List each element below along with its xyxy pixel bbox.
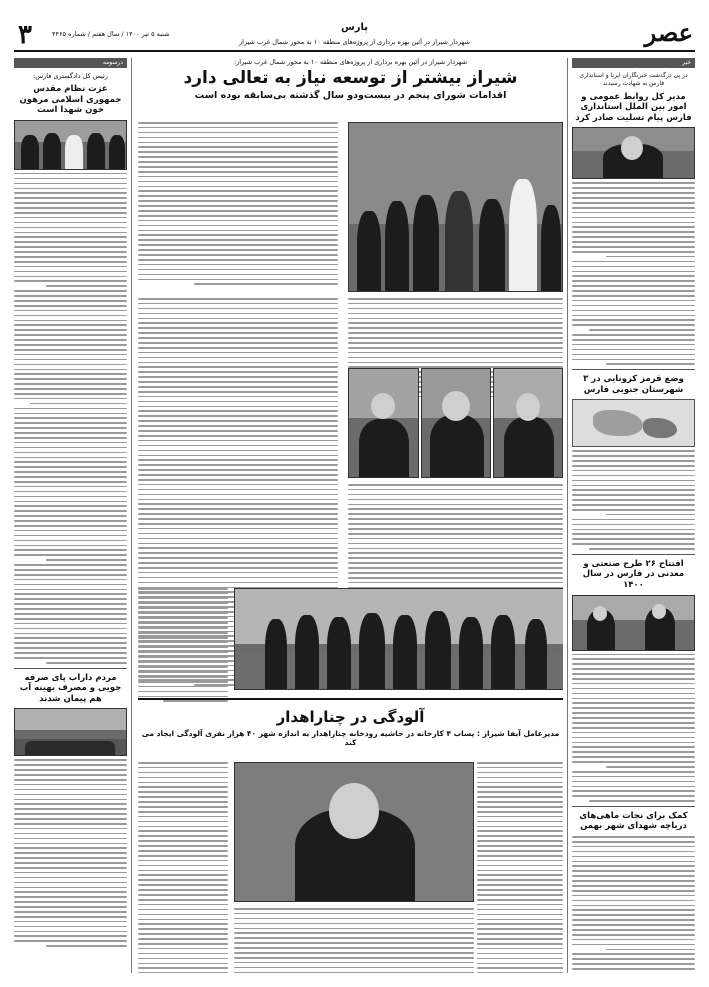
newspaper-logo: عصر <box>644 18 693 47</box>
left-column <box>14 58 132 973</box>
main-photo <box>348 122 563 292</box>
masthead <box>14 20 695 52</box>
left-story1-photo <box>14 120 127 170</box>
center-column <box>138 58 563 973</box>
section-name: پارس <box>340 22 369 33</box>
right-story3-photo <box>572 595 695 651</box>
portrait-photo-2 <box>421 368 491 478</box>
right-story3-body <box>572 654 695 802</box>
right-story2-map <box>572 399 695 447</box>
bottom-story-body-1 <box>477 762 563 973</box>
right-column <box>567 58 695 973</box>
portrait-photo-row <box>348 368 563 478</box>
right-column-tag: خبر <box>682 59 691 66</box>
main-story-intro <box>138 122 338 288</box>
main-story-body-3 <box>348 484 563 596</box>
main-kicker: شهردار شیراز در آئین بهره برداری از پروژه‌های منطقه ۱۰ به محور شمال غرب شیراز: <box>233 58 468 66</box>
left-story1-title: عزت نظام مقدس جمهوری اسلامی مرهون خون شهدا است <box>19 84 122 116</box>
right-story1-body <box>572 182 695 365</box>
bottom-story <box>138 698 563 747</box>
left-column-tag: درسومه <box>102 59 123 66</box>
date-line: شنبه ۵ تیر ۱۴۰۰ / سال هفتم / شماره ۴۴۶۵ <box>52 30 170 38</box>
right-story4-title: کمک برای نجات ماهی‌های دریاچه شهدای شهر بهمن <box>579 810 688 832</box>
bottom-story-body-3 <box>234 908 474 973</box>
portrait-photo-3 <box>348 368 419 478</box>
right-story3-title: افتتاح ۲۶ طرح صنعتی و معدنی در فارس در سال ۱۴۰۰ <box>582 558 685 590</box>
masthead-subtitle: شهردار شیراز در آئین بهره برداری از پروژه‌های منطقه ۱۰ به محور شمال غرب شیراز <box>239 38 470 46</box>
right-story2-title: وضع قرمز کرونایی در ۳ شهرستان جنوبی فارس <box>583 374 684 395</box>
left-story2-photo <box>14 708 127 756</box>
left-story1-body <box>14 173 127 664</box>
main-subheadline: اقدامات شورای پنجم در بیست‌ودو سال گذشته بی‌سابقه بوده است <box>194 90 507 101</box>
right-column-header <box>572 58 695 68</box>
right-story4-body <box>572 836 695 973</box>
right-story1-photo <box>572 127 695 179</box>
left-column-header <box>14 58 127 68</box>
group-photo <box>234 588 563 690</box>
bottom-subheadline: مدیرعامل آبفا شیراز : پساب ۴ کارخانه در حاشیه رودخانه چناراهدار به اندازه شهر ۴۰ هزار نفری آلودگی ایجاد می کند <box>141 729 560 747</box>
main-story-body-4 <box>138 588 228 705</box>
portrait-photo-1 <box>493 368 563 478</box>
bottom-headline: آلودگی در چناراهدار <box>276 708 425 726</box>
right-story1-title: مدیر کل روابط عمومی و امور بین الملل استانداری فارس پیام تسلیت صادر کرد <box>575 91 692 123</box>
left-story2-title: مردم داراب پای صرفه جویی و مصرف بهینه آب هم پیمان شدند <box>19 672 122 704</box>
right-top-note: در پی درگذشت خبرنگاران ایرنا و استانداری فارس به شهادت رسیدند <box>579 72 688 87</box>
bottom-story-body-2 <box>138 762 228 973</box>
main-headline: شیراز بیشتر از توسعه نیاز به تعالی دارد <box>183 68 518 88</box>
right-story2-body <box>572 450 695 549</box>
page-number: ۳ <box>18 20 32 50</box>
left-story2-body <box>14 759 127 946</box>
bottom-photo <box>234 762 474 902</box>
left-kicker: رئیس کل دادگستری فارس: <box>33 72 108 80</box>
